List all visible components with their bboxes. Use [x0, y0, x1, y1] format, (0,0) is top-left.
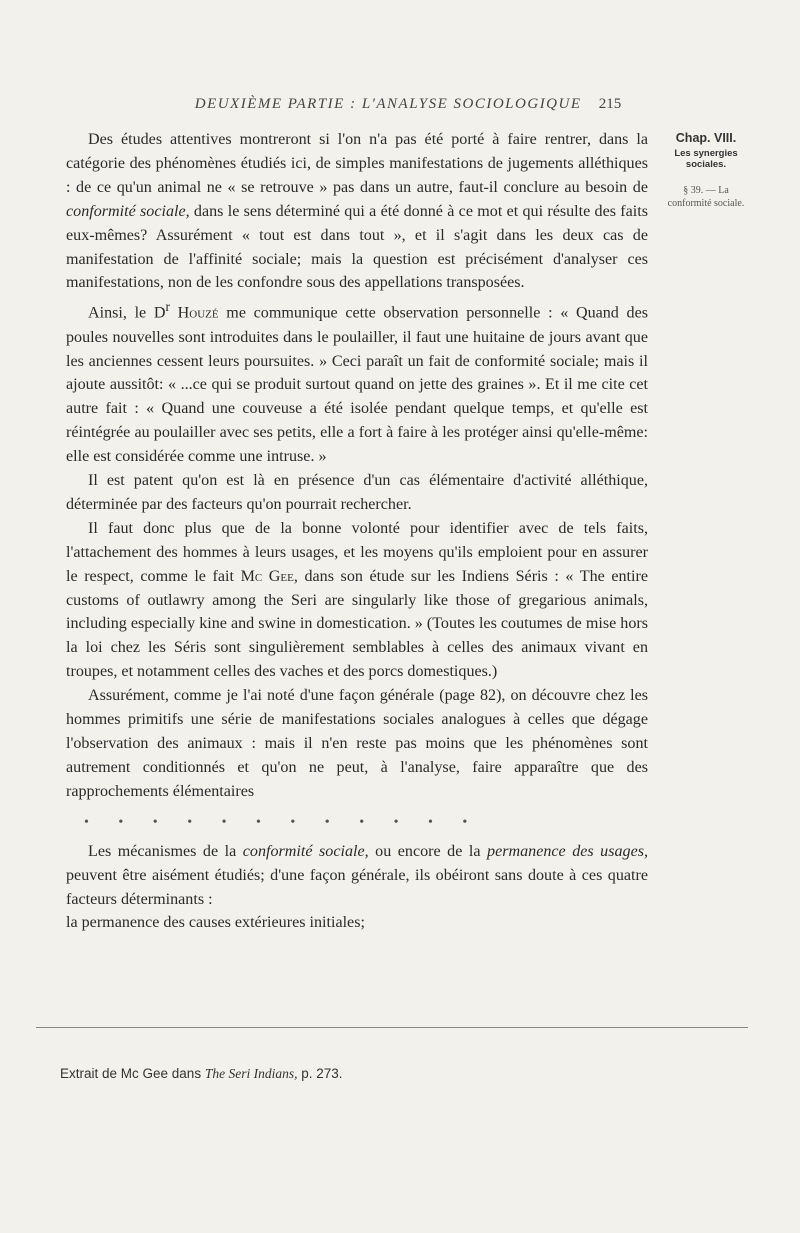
emphasis: permanence des usages,	[487, 842, 649, 860]
paragraph-1: Des études attentives montreront si l'on n'a pas été porté à faire rentrer, dans la catégorie des phénomènes étudiés ici, de simples manifestations de jugements alléthiques : de ce qu'un animal ne « se retrouve » pas dans un autre, faut-il conclure au besoin de conformité sociale, dans le sens déterminé qui a été donné à ce mot et qui résulte des faits eux-mêmes? Assurément « tout est dans tout », et il s'agit dans les deux cas de manifestation de l'affinité sociale; mais la question est précisément d'analyser ces manifestations, non de les confondre sous des appellations transposées.	[66, 131, 649, 292]
chapter-label: Chap. VIII.	[675, 131, 737, 145]
paragraph-3: Il est patent qu'on est là en présence d'un cas élémentaire d'activité alléthique, déterminée par des facteurs qu'on pourrait rechercher.	[66, 472, 648, 513]
running-head	[118, 96, 698, 113]
superscript: r	[165, 299, 170, 315]
footnote-divider	[36, 1027, 748, 1028]
chapter-title: Les synergies sociales.	[674, 148, 738, 170]
author-name: Houzé	[177, 304, 219, 322]
paragraph-4: Il faut donc plus que de la bonne volonté pour identifier avec de tels faits, l'attachement des hommes à leurs usages, et les moyens qu'ils emploient pour en assurer le respect, comme le fait Mc Gee, dans son étude sur les Indiens Séris : « The entire customs of outlawry among the Seri are singularly like those of gregarious animals, including especially kine and swine in domestication. » (Toutes les coutumes de mise hors la loi chez les Séris sont singulièrement semblables à celles des animaux vivant en troupes, et notamment celles des vaches et des porcs domestiques.)	[66, 519, 648, 681]
paragraph-6: Les mécanismes de la conformité sociale, ou encore de la permanence des usages, peuvent être aisément étudiés; d'une façon générale, ils obéiront sans doute à ces quatre facteurs déterminants :	[66, 842, 649, 908]
page-number: 215	[598, 96, 622, 112]
emphasis: conformité sociale,	[66, 202, 190, 220]
section-label: § 39. — La conformité sociale.	[667, 185, 745, 209]
footnote: Extrait de Mc Gee dans The Seri Indians, p. 273.	[60, 1066, 343, 1081]
paragraph-7: la permanence des causes extérieures initiales;	[66, 914, 365, 932]
author-name: Mc Gee,	[240, 567, 298, 585]
running-title: DEUXIÈME PARTIE : L'ANALYSE SOCIOLOGIQUE	[194, 96, 582, 112]
paragraph-5: Assurément, comme je l'ai noté d'une façon générale (page 82), on découvre chez les hommes primitifs une série de manifestations sociales analogues à celles que dégage l'observation des animaux : mais il n'en reste pas moins que les phénomènes sont autrement conditionnés et qu'on ne peut, à l'analyse, faire apparaître que des rapprochements élémentaires	[66, 687, 648, 800]
work-title: The Seri Indians,	[204, 1066, 298, 1081]
margin-notes	[665, 131, 747, 210]
emphasis: conformité sociale,	[242, 842, 369, 860]
paragraph-2: Ainsi, le $D^r$ Houzé me communique cette observation personnelle : « Quand des poules nouvelles sont introduites dans le poulailler, il faut une huitaine de jours avant que les anciennes cessent leurs poursuites. » Ceci paraît un fait de conformité sociale; mais il ajoute aussitôt: « ...ce qui se produit surtout quand on jette des graines ». Et il me cite cet autre fait : « Quand une couveuse a été isolée pendant quelque temps, et qu'elle est réintégrée au poulailler avec ses petits, elle a fort à faire à les protéger ainsi qu'elle-même: elle est considérée comme une intruse. »	[66, 299, 648, 466]
ellipsis-dots: • • • • • • • • • • • •	[84, 814, 481, 830]
body-text	[66, 128, 648, 935]
